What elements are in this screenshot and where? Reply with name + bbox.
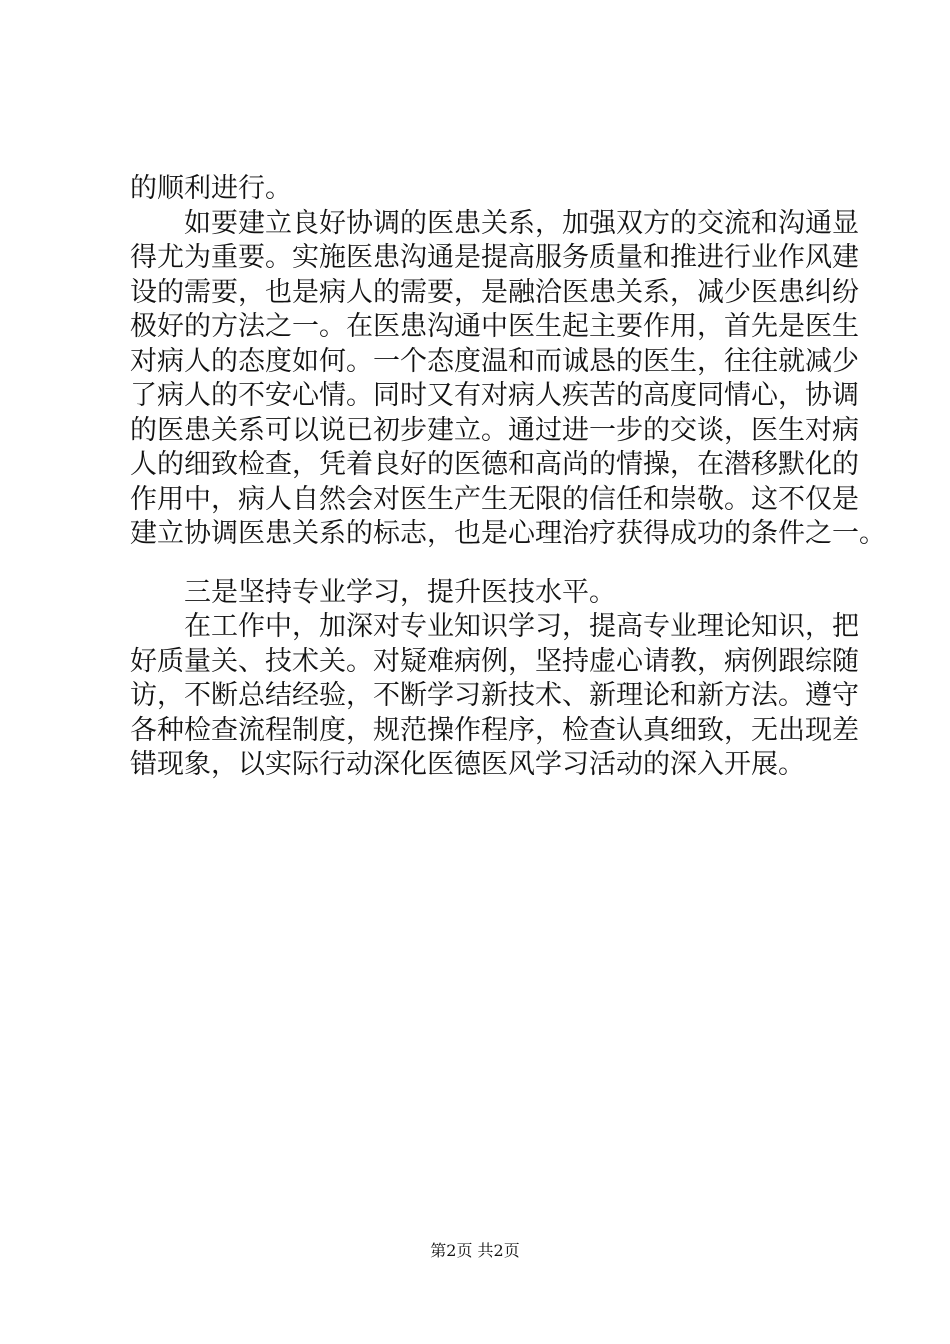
paragraph-line: 极好的方法之一。在医患沟通中医生起主要作用，首先是医生 [130,311,859,342]
paragraph-line: 作用中，病人自然会对医生产生无限的信任和崇敬。这不仅是 [130,483,859,515]
section-heading: 三是坚持专业学习，提升医技水平。 [184,576,616,608]
paragraph-line: 的顺利进行。 [130,173,292,204]
page-number-footer: 第2页 共2页 [430,1241,520,1260]
paragraph-spacer [130,552,850,576]
paragraph-line: 的医患关系可以说已初步建立。通过进一步的交谈，医生对病 [130,414,859,446]
document-body [130,172,886,783]
paragraph-line: 得尤为重要。实施医患沟通是提高服务质量和推进行业作风建 [130,242,859,273]
paragraph-line: 了病人的不安心情。同时又有对病人疾苦的高度同情心，协调 [130,380,859,411]
paragraph-line: 访，不断总结经验，不断学习新技术、新理论和新方法。遵守 [130,680,859,711]
paragraph-line: 人的细致检查，凭着良好的医德和高尚的情操，在潜移默化的 [130,449,859,480]
paragraph-line: 如要建立良好协调的医患关系，加强双方的交流和沟通显 [184,207,859,239]
paragraph-line: 设的需要，也是病人的需要，是融洽医患关系，减少医患纠纷 [130,276,859,308]
paragraph-line: 在工作中，加深对专业知识学习，提高专业理论知识，把 [184,611,859,642]
paragraph-line: 建立协调医患关系的标志，也是心理治疗获得成功的条件之一。 [130,518,886,549]
paragraph-line: 各种检查流程制度，规范操作程序，检查认真细致，无出现差 [130,714,859,746]
paragraph-line: 好质量关、技术关。对疑难病例，坚持虚心请教，病例跟综随 [130,645,859,677]
paragraph-line: 错现象，以实际行动深化医德医风学习活动的深入开展。 [130,749,805,780]
paragraph-line: 对病人的态度如何。一个态度温和而诚恳的医生，往往就减少 [130,345,859,377]
